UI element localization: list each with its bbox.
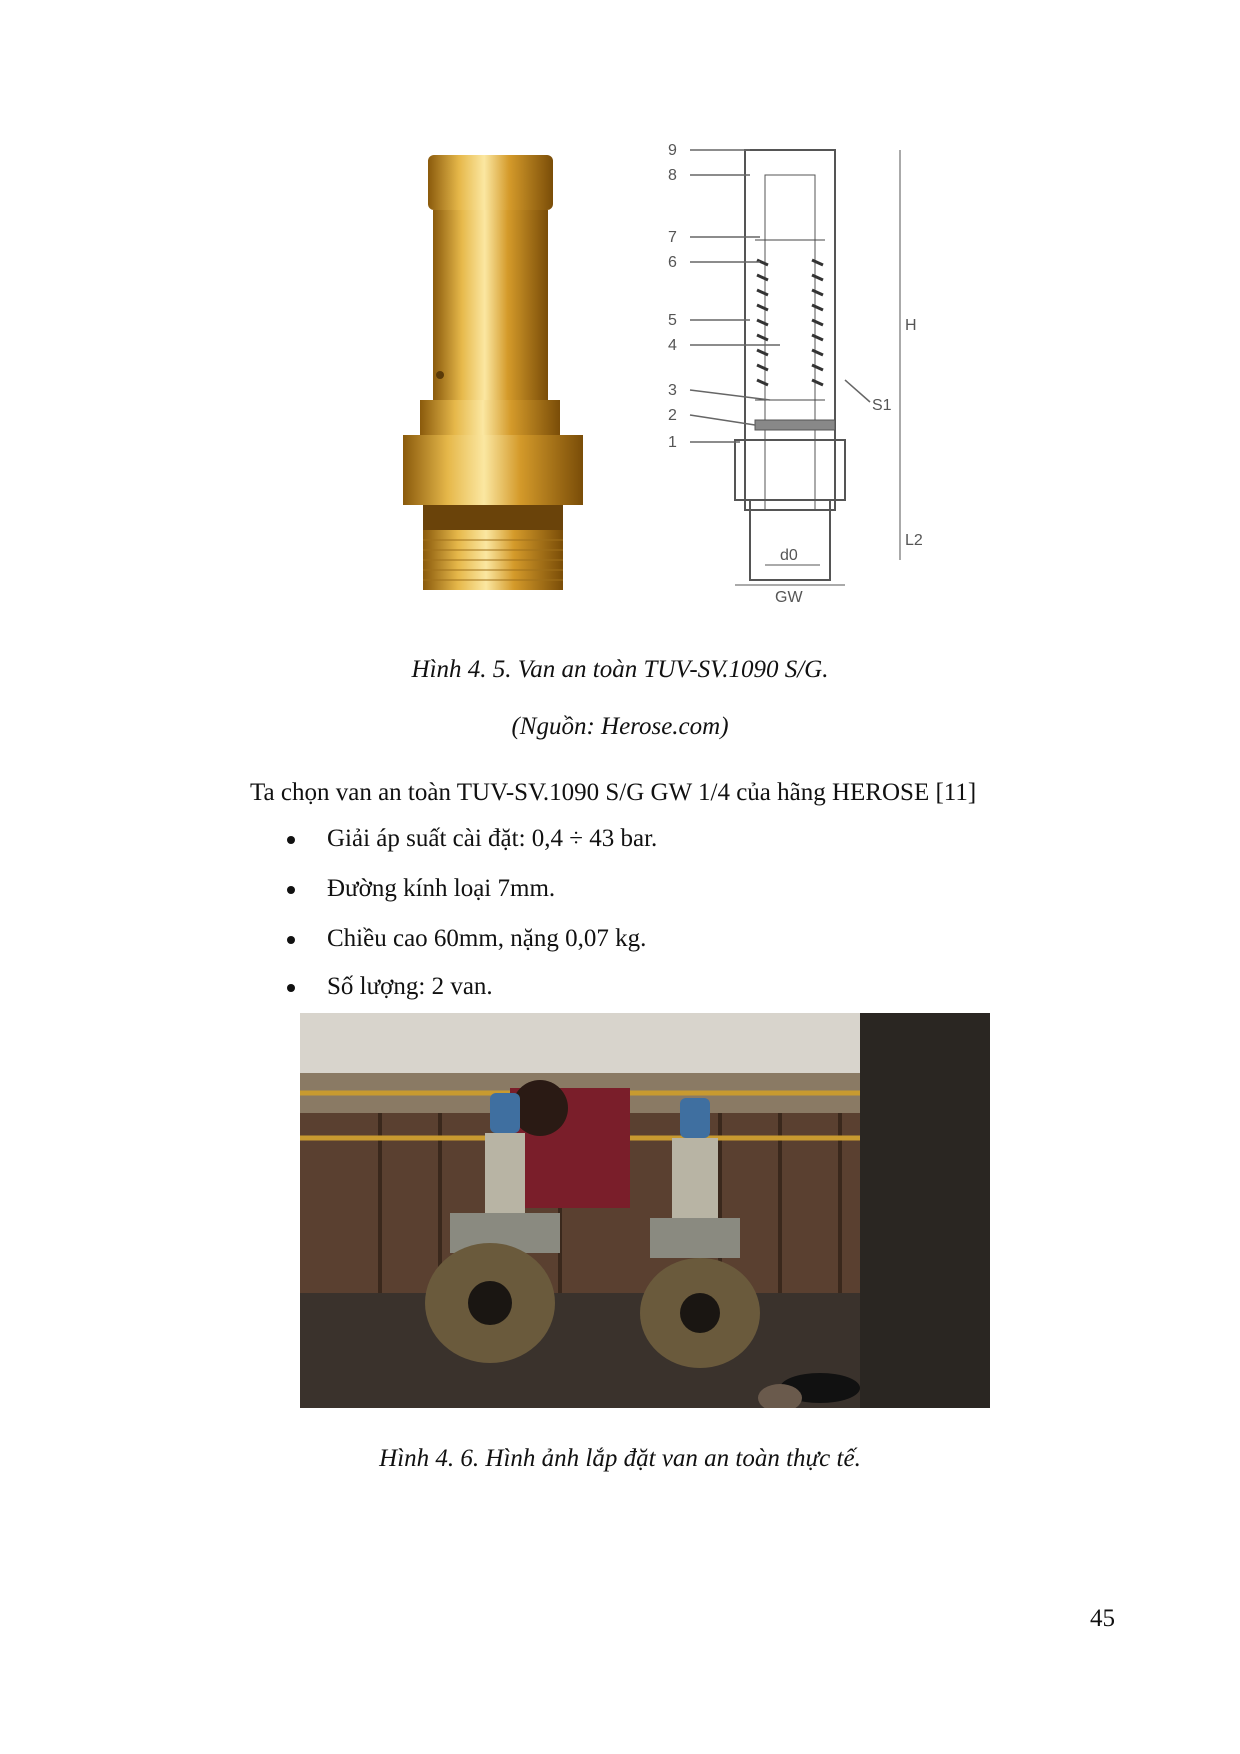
dim-label-l2: L2 — [905, 532, 923, 549]
bullet-item: Giải áp suất cài đặt: 0,4 ÷ 43 bar. — [327, 825, 657, 853]
diagram-label-3: 3 — [668, 382, 677, 399]
diagram-label-5: 5 — [668, 312, 677, 329]
diagram-label-6: 6 — [668, 254, 677, 271]
bullet-icon — [287, 936, 295, 944]
diagram-label-8: 8 — [668, 167, 677, 184]
bullet-item: Đường kính loại 7mm. — [327, 875, 555, 903]
valve-cross-section-diagram — [660, 140, 940, 610]
figure-4-5-source: (Nguồn: Herose.com) — [511, 713, 729, 740]
diagram-label-2: 2 — [668, 407, 677, 424]
diagram-label-4: 4 — [668, 337, 677, 354]
dim-label-h: H — [905, 317, 917, 334]
page-number: 45 — [1090, 1605, 1115, 1632]
installation-photo — [300, 1013, 990, 1408]
dim-label-gw: GW — [775, 589, 803, 606]
diagram-label-7: 7 — [668, 229, 677, 246]
bullet-icon — [287, 836, 295, 844]
figure-4-5-caption: Hình 4. 5. Van an toàn TUV-SV.1090 S/G. — [411, 656, 829, 683]
figure-4-6-caption: Hình 4. 6. Hình ảnh lắp đặt van an toàn thực tế. — [379, 1445, 861, 1472]
bullet-item: Số lượng: 2 van. — [327, 973, 493, 1001]
bullet-icon — [287, 984, 295, 992]
diagram-label-1: 1 — [668, 434, 677, 451]
dim-label-d0: d0 — [780, 547, 798, 564]
bullet-icon — [287, 886, 295, 894]
dim-label-s1: S1 — [872, 397, 892, 414]
intro-paragraph: Ta chọn van an toàn TUV-SV.1090 S/G GW 1/4 của hãng HEROSE [11] — [250, 779, 977, 806]
bullet-item: Chiều cao 60mm, nặng 0,07 kg. — [327, 925, 646, 953]
diagram-label-9: 9 — [668, 142, 677, 159]
valve-photo — [398, 150, 588, 595]
